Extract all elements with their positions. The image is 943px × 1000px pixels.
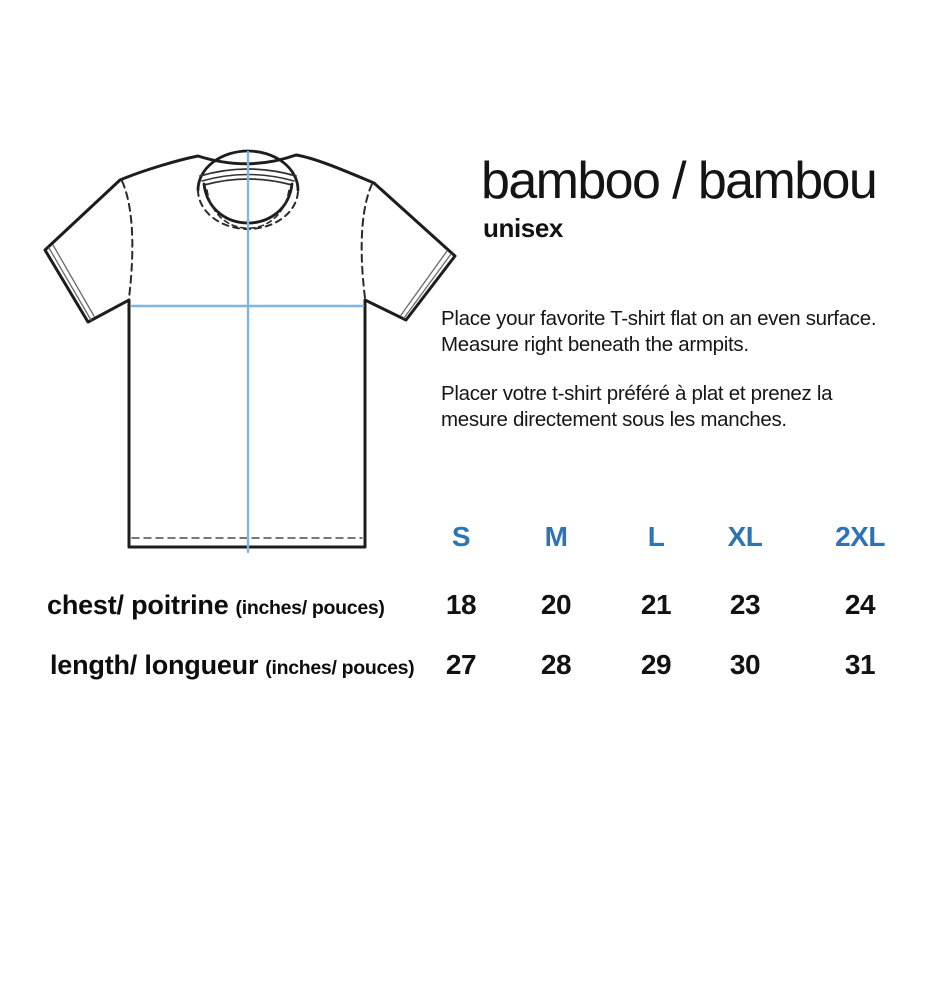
chest-value-m: 20 [540,589,572,620]
length-label-unit: (inches/ pouces) [265,657,415,679]
chest-label-text: chest/ poitrine [47,590,229,620]
length-value-2xl: 31 [844,649,876,680]
tshirt-body-outline [45,155,455,547]
size-header-row [0,521,943,555]
length-measurement-row [0,649,943,683]
chest-value-s: 18 [445,589,477,620]
instructions-french: Placer votre t-shirt préféré à plat et prenez la mesure directement sous les manches. [441,382,833,431]
length-value-l: 29 [640,649,672,680]
chest-row-label [47,590,385,621]
chest-label-unit: (inches/ pouces) [235,597,385,619]
size-header-2xl: 2XL [835,521,885,552]
instructions-english: Place your favorite T-shirt flat on an even surface. Measure right beneath the armpits. [441,307,877,356]
size-header-m: M [544,521,568,552]
chest-value-xl: 23 [729,589,761,620]
tshirt-diagram [30,140,470,570]
chest-measurement-row [0,589,943,623]
product-subtitle: unisex [483,213,563,243]
product-title: bamboo / bambou [481,152,877,210]
length-row-label [50,650,414,681]
length-value-xl: 30 [729,649,761,680]
length-value-m: 28 [540,649,572,680]
size-header-l: L [647,521,665,552]
length-value-s: 27 [445,649,477,680]
size-header-xl: XL [727,521,763,552]
chest-value-2xl: 24 [844,589,876,620]
size-header-s: S [451,521,471,552]
length-label-text: length/ longueur [50,650,259,680]
chest-value-l: 21 [640,589,672,620]
